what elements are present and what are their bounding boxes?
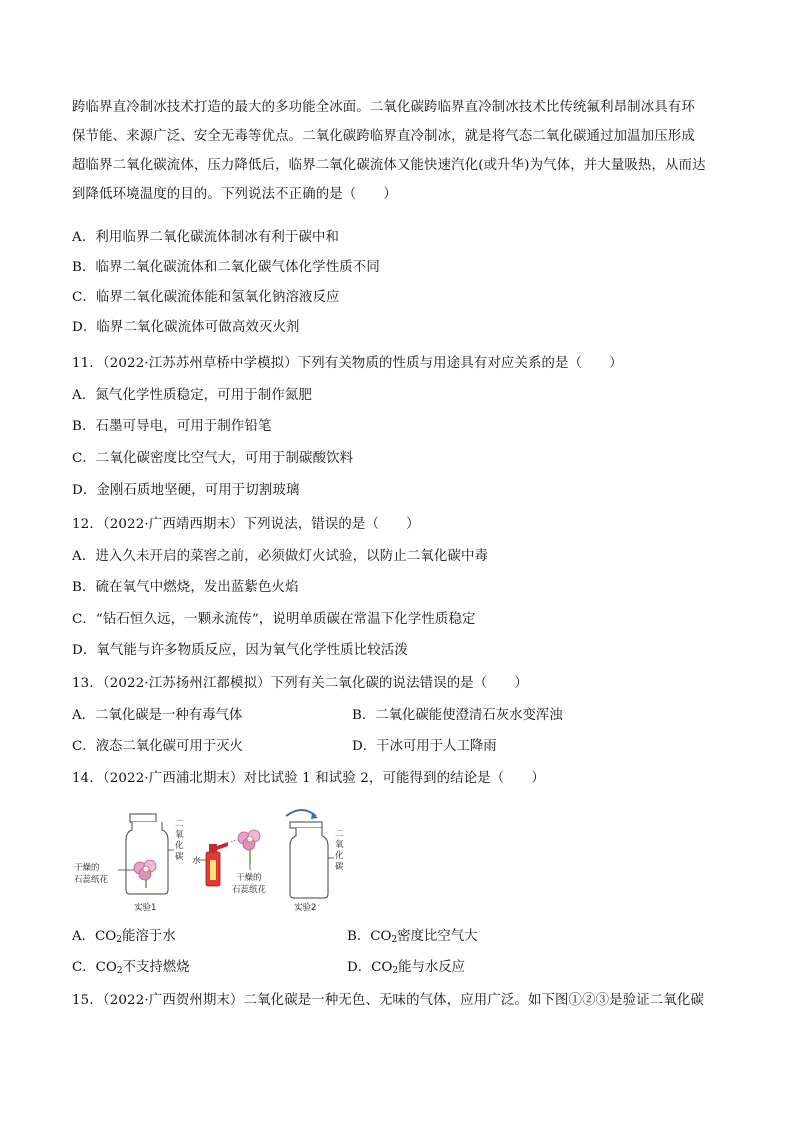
co2-label-2-char-2: 氧: [335, 840, 344, 850]
q12-option-d: D．氧气能与许多物质反应，因为氧气化学性质比较活泼: [72, 643, 408, 658]
experiment-2-label: 实验2: [294, 903, 317, 913]
q11-stem: 11．（2022·江苏苏州草桥中学模拟）下列有关物质的性质与用途具有对应关系的是（ ）: [72, 356, 623, 371]
water-label: 水: [192, 856, 201, 866]
q10-option-c: C．临界二氧化碳流体能和氢氧化钠溶液反应: [72, 290, 340, 305]
q13-option-a: A．二氧化碳是一种有毒气体: [72, 708, 243, 723]
dry-label-1-line-2: 石蕊纸花: [74, 875, 109, 885]
dry-label-2-line-2: 石蕊纸花: [232, 885, 267, 895]
q12-option-c: C．“钻石恒久远，一颗永流传”，说明单质碳在常温下化学性质稳定: [72, 612, 476, 627]
q14-stem: 14．（2022·广西浦北期末）对比试验 1 和试验 2，可能得到的结论是（ ）: [72, 771, 545, 786]
q10-option-a: A．利用临界二氧化碳流体制冰有利于碳中和: [72, 230, 340, 245]
q14-option-c: C．$CO_2$不支持燃烧: [72, 960, 190, 976]
q13-option-b: B．二氧化碳能使澄清石灰水变浑浊: [352, 708, 563, 723]
q14-option-d: D．$CO_2$能与水反应: [347, 960, 466, 976]
co2-label-2-char-3: 化: [335, 851, 344, 861]
jar-2-icon: [290, 822, 328, 898]
q13-option-d: D．干冰可用于人工降雨: [352, 739, 497, 754]
q10-option-b: B．临界二氧化碳流体和二氧化碳气体化学性质不同: [72, 260, 380, 275]
co2-label-1-char-1: 二: [175, 819, 184, 829]
q11-option-b: B．石墨可导电，可用于制作铅笔: [72, 419, 272, 434]
intro-line-2: 保节能、来源广泛、安全无毒等优点。二氧化碳跨临界直冷制冰，就是将气态二氧化碳通过加温加压形成: [72, 129, 695, 144]
co2-label-2-char-4: 碳: [335, 862, 344, 872]
q13-option-c: C．液态二氧化碳可用于灭火: [72, 739, 243, 754]
q11-option-d: D．金刚石质地坚硬，可用于切割玻璃: [72, 483, 300, 498]
co2-label-2-char-1: 二: [335, 829, 344, 839]
q10-option-d: D．临界二氧化碳流体可做高效灭火剂: [72, 320, 300, 335]
q12-stem: 12．（2022·广西靖西期末）下列说法，错误的是（ ）: [72, 517, 420, 532]
jar-1-icon: [126, 814, 168, 894]
dry-label-1-line-1: 干燥的: [74, 863, 100, 873]
co2-label-1-char-3: 化: [175, 841, 184, 851]
q13-stem: 13．（2022·江苏扬州江都模拟）下列有关二氧化碳的说法错误的是（ ）: [72, 676, 528, 691]
co2-label-1-char-4: 碳: [175, 852, 184, 862]
intro-line-1: 跨临界直冷制冰技术打造的最大的多功能全冰面。二氧化碳跨临界直冷制冰技术比传统氟利昂制冰具有环: [72, 100, 695, 115]
intro-line-3: 超临界二氧化碳流体，压力降低后，临界二氧化碳流体又能快速汽化(或升华)为气体，并大量吸热，从而达: [72, 158, 706, 173]
flower-2-icon: [238, 830, 260, 864]
q15-stem: 15．（2022·广西贺州期末）二氧化碳是一种无色、无味的气体，应用广泛。如下图①②③是验证二氧化碳: [72, 993, 704, 1008]
q12-option-b: B．硫在氧气中燃烧，发出蓝紫色火焰: [72, 580, 299, 595]
experiment-figure: [72, 808, 362, 918]
dry-label-2-line-1: 干燥的: [236, 873, 262, 883]
q12-option-a: A．进入久未开启的菜窖之前，必须做灯火试验，以防止二氧化碳中毒: [72, 549, 489, 564]
co2-label-1-char-2: 氧: [175, 830, 184, 840]
experiment-1-label: 实验1: [134, 903, 157, 913]
spray-bottle-icon: [206, 840, 236, 886]
q11-option-a: A．氮气化学性质稳定，可用于制作氮肥: [72, 388, 313, 403]
q14-option-b: B．$CO_2$密度比空气大: [347, 929, 478, 945]
q14-option-a: A．$CO_2$能溶于水: [72, 929, 176, 945]
intro-line-4: 到降低环境温度的目的。下列说法不正确的是（ ）: [72, 187, 397, 202]
q11-option-c: C．二氧化碳密度比空气大，可用于制碳酸饮料: [72, 451, 354, 466]
